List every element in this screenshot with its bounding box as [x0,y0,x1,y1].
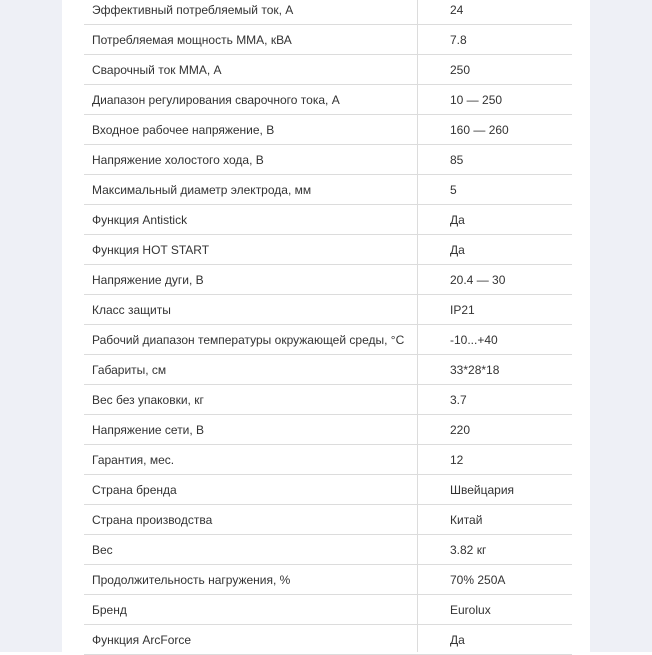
spec-value: 10 — 250 [450,93,503,107]
spec-value: Китай [450,513,483,527]
spec-row [84,505,572,535]
spec-label: Функция ArcForce [92,633,192,647]
spec-label: Класс защиты [92,303,171,317]
spec-label: Гарантия, мес. [92,453,175,467]
spec-value: Eurolux [450,603,491,617]
spec-value: 20.4 — 30 [450,273,506,287]
spec-label: Напряжение холостого хода, В [92,153,264,167]
spec-value: 12 [450,453,464,467]
spec-value: 5 [450,183,457,197]
spec-row [84,205,572,235]
spec-value: 24 [450,3,464,17]
spec-row [84,475,572,505]
spec-value: IP21 [450,303,475,317]
spec-value: Швейцария [450,483,515,497]
spec-value: -10...+40 [450,333,498,347]
spec-label: Максимальный диаметр электрода, мм [92,183,312,197]
spec-row [84,145,572,175]
spec-value: 85 [450,153,464,167]
spec-value: Да [450,633,465,647]
spec-label: Напряжение сети, В [92,423,205,437]
spec-row [84,25,572,55]
spec-label: Рабочий диапазон температуры окружающей среды, °C [92,333,405,347]
spec-row [84,565,572,595]
spec-label: Функция Antistick [92,213,188,227]
spec-row [84,175,572,205]
spec-label: Вес без упаковки, кг [92,393,204,407]
right-margin-panel [590,0,652,652]
spec-label: Вес [92,543,113,557]
spec-row [84,115,572,145]
spec-label: Габариты, см [92,363,167,377]
spec-row [84,385,572,415]
spec-label: Страна бренда [92,483,177,497]
spec-value: 70% 250А [450,573,506,587]
spec-value: 250 [450,63,471,77]
specifications-table [84,0,572,655]
spec-row [84,535,572,565]
spec-label: Напряжение дуги, В [92,273,204,287]
spec-label: Сварочный ток ММА, А [92,63,222,77]
spec-row [84,235,572,265]
spec-label: Эффективный потребляемый ток, А [92,3,294,17]
spec-row [84,625,572,655]
spec-row [84,265,572,295]
spec-label: Бренд [92,603,127,617]
spec-row [84,415,572,445]
spec-label: Продолжительность нагружения, % [92,573,291,587]
spec-value: 3.82 кг [450,543,487,557]
spec-row [84,85,572,115]
spec-label: Страна производства [92,513,213,527]
spec-value: 220 [450,423,471,437]
spec-value: 7.8 [450,33,467,47]
spec-label: Потребляемая мощность ММА, кВА [92,33,292,47]
spec-value: 3.7 [450,393,467,407]
spec-row [84,55,572,85]
spec-row [84,325,572,355]
spec-value: 160 — 260 [450,123,509,137]
spec-row [84,355,572,385]
spec-label: Входное рабочее напряжение, В [92,123,275,137]
spec-value: Да [450,243,465,257]
left-margin-panel [0,0,62,652]
spec-value: 33*28*18 [450,363,500,377]
spec-value: Да [450,213,465,227]
spec-row [84,295,572,325]
column-divider [417,0,418,652]
spec-label: Диапазон регулирования сварочного тока, А [92,93,340,107]
spec-row [84,595,572,625]
spec-label: Функция HOT START [92,243,210,257]
spec-row [84,0,572,25]
spec-row [84,445,572,475]
